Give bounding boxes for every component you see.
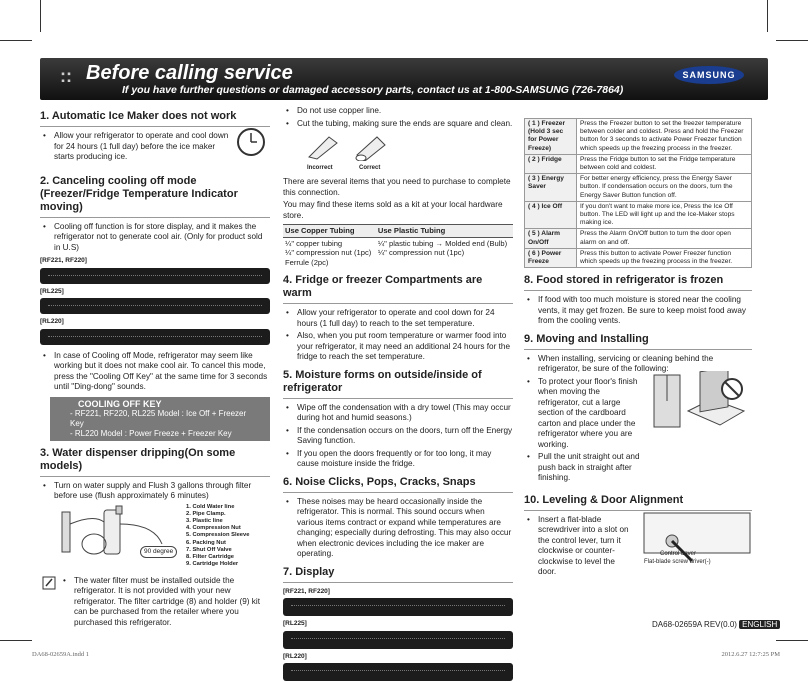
cooling-off-key-title: COOLING OFF KEY (78, 398, 162, 409)
tubing-table-cell: Ferrule (2pc) (285, 257, 329, 267)
section-10-bullet: • Insert a flat-blade screwdriver into a slot on the control lever, turn it clockwise or counter-clockwise to level the door. (524, 515, 634, 578)
parts-list-item: 7. Shut Off Valve (186, 546, 232, 553)
section-4-title: 4. Fridge or freezer Compartments are warm (283, 274, 483, 299)
incorrect-label: Incorrect (307, 165, 333, 171)
document-code-text: DA68-02659A REV(0.0) (652, 620, 737, 629)
section-1-title: 1. Automatic Ice Maker does not work (40, 110, 237, 122)
tubing-table (283, 224, 513, 268)
parts-list-item: 4. Compression Nut (186, 525, 241, 532)
moving-refrigerator-illustration (648, 371, 752, 445)
header-dots-icon: :: (60, 66, 72, 86)
section-3-bullet: • Turn on water supply and Flush 3 gallons through filter before use (flush approximately 6 minutes) (40, 481, 270, 502)
parts-list-item: 8. Filter Cartridge (186, 553, 234, 560)
parts-list-item: 5. Compression Sleeve (186, 532, 250, 539)
section-9-title: 9. Moving and Installing (524, 332, 649, 345)
table-row: ( 1 ) Freezer (Hold 3 sec for Power Freeze) Press the Freezer button to set the freezer temperature between colder and coldest. Press and hold the Freezer button for 3 seconds to activate Power Freezer function which speeds up the freezing process in the freezer. (525, 119, 752, 155)
crop-mark (776, 640, 808, 641)
parts-list-item: 1. Cold Water line (186, 503, 235, 510)
note-icon (42, 576, 56, 590)
control-panel-image (40, 268, 270, 284)
print-date: 2012.6.27 12:7:25 PM (721, 651, 780, 658)
section-10-title: 10. Leveling & Door Alignment (524, 493, 684, 506)
cooling-off-key-line: - RL220 Model : Power Freeze + Freezer Key (70, 428, 232, 438)
section-5-bullet: • If you open the doors frequently or for too long, it may cause moisture inside the fridge. (283, 449, 513, 470)
tubing-table-cell: ¼" compression nut (1pc) (285, 248, 372, 257)
parts-list-item: 2. Pipe Clamp. (186, 510, 226, 517)
model-label: [RF221, RF220] (40, 257, 87, 264)
crop-mark (776, 40, 808, 41)
control-lever-label: Control Lever (660, 550, 697, 557)
section-6-bullet: • These noises may be heard occasionally inside the refrigerator. This is normal. This sound occurs when various items contract or expand while temperatures are changing; especially during defrosting. This may also occur when electronic devices including the ice maker are operating. (283, 497, 513, 560)
model-label: [RL220] (283, 652, 307, 660)
table-row: ( 5 ) Alarm On/Off Press the Alarm On/Off button to turn the door open alarm on and off. (525, 229, 752, 248)
cooling-off-key-line: - RF221, RF220, RL225 Model : Ice Off + Freezer Key (70, 408, 247, 428)
parts-list (186, 504, 249, 569)
clock-icon (236, 127, 266, 157)
section-9-bullet: • To protect your floor's finish when moving the refrigerator, cut a large section of the cardboard carton and place under the refrigerator where you are working. (524, 377, 640, 451)
tubing-bullet: • Cut the tubing, making sure the ends are square and clean. (283, 119, 513, 130)
parts-list-item: 9. Cartridge Holder (186, 561, 239, 568)
section-8-title: 8. Food stored in refrigerator is frozen (524, 274, 724, 287)
print-slug (32, 651, 780, 658)
section-1-bullet: • Allow your refrigerator to operate and cool down for 24 hours (1 full day) before the ice maker starts producing ice. (40, 131, 230, 163)
section-7-title: 7. Display (283, 565, 335, 578)
section-6-title: 6. Noise Clicks, Pops, Cracks, Snaps (283, 475, 476, 488)
tubing-table-cell: ¼" compression nut (1pc) (377, 248, 465, 257)
correct-label: Correct (359, 165, 381, 171)
crop-mark (40, 0, 41, 32)
language-badge: ENGLISH (739, 620, 780, 629)
display-panel-image (283, 631, 513, 649)
tubing-table-header: Use Copper Tubing (283, 225, 376, 238)
kit-paragraph: You may find these items sold as a kit at your local hardware store. (283, 200, 503, 220)
tubing-table-cell: ¼" copper tubing (285, 238, 343, 248)
section-2-bullet-2: • In case of Cooling off Mode, refrigerator may seem like working but it does not make cool air. To cancel this mode, press the "Cooling Off Key" at the same time for 3 seconds until "Ding-dong" sounds. (40, 351, 270, 393)
control-panel-image (40, 298, 270, 314)
display-buttons-table (524, 118, 752, 268)
column-right (524, 118, 752, 580)
column-middle (283, 106, 513, 682)
parts-list-item: 6. Packing Nut (186, 539, 226, 546)
section-4-bullet: • Also, when you put room temperature or warmer food into your refrigerator, it may need an additional 24 hours for the fridge to reach the set temperature. (283, 331, 513, 363)
page-title: Before calling service (86, 62, 293, 84)
model-label: [RL220] (40, 318, 64, 325)
incorrect-cut-icon (305, 133, 341, 161)
display-panel-image (283, 598, 513, 616)
page-subtitle: If you have further questions or damaged accessory parts, contact us at 1-800-SAMSUNG (726-7864) (122, 84, 624, 96)
screwdriver-label: Flat-blade screw driver(-) (644, 558, 711, 565)
parts-list-item: 3. Plastic line (186, 517, 223, 524)
print-file-name: DA68-02659A.indd 1 (32, 651, 90, 658)
section-4-bullet: • Allow your refrigerator to operate and cool down for 24 hours (1 full day) to reach to the set temperature. (283, 308, 513, 329)
document-code (652, 620, 780, 629)
section-9-bullet: • Pull the unit straight out and push back in straight after finishing. (524, 452, 640, 484)
cooling-off-key-box (50, 397, 270, 441)
crop-mark (0, 40, 32, 41)
model-label: [RF221, RF220] (283, 587, 330, 595)
tubing-table-cell: ¼" plastic tubing → Molded end (Bulb) (377, 238, 508, 248)
table-row: ( 3 ) Energy Saver For better energy efficiency, press the Energy Saver button. If condensation occurs on the doors, turn the Energy Saver Button function off. (525, 174, 752, 202)
section-3-title: 3. Water dispenser dripping(On some models) (40, 446, 236, 472)
display-panel-image (283, 663, 513, 681)
model-label: [RL225] (40, 287, 64, 295)
tubing-cut-illustration (283, 131, 513, 173)
table-row: ( 6 ) Power Freeze Press this button to activate Power Freezer function which speeds up the freezing process in the freezer. (525, 248, 752, 267)
model-label: [RL225] (283, 620, 307, 627)
kit-paragraph: There are several items that you need to purchase to complete this connection. (283, 177, 511, 197)
section-2-bullet-1: • Cooling off function is for store display, and it makes the refrigerator not to generate cool air. (Only for product sold in U.S) (40, 222, 270, 254)
section-5-title: 5. Moisture forms on outside/inside of refrigerator (283, 368, 482, 394)
samsung-logo: SAMSUNG (674, 66, 744, 84)
note-text: • The water filter must be installed outside the refrigerator. It is not provided with your new refrigerator. The filter cartridge (8) and holder (9) kit can be purchased from the retailer where you purchased this refrigerator. (60, 576, 270, 629)
crop-mark (767, 0, 768, 32)
section-5-bullet: • Wipe off the condensation with a dry towel (This may occur during hot and humid seasons.) (283, 403, 513, 424)
degree-label: 90 degree (140, 546, 177, 559)
section-2-title: 2. Canceling cooling off mode (Freezer/Fridge Temperature Indicator moving) (40, 174, 238, 213)
page-header (40, 58, 768, 100)
crop-mark (0, 640, 32, 641)
water-filter-diagram (40, 504, 270, 570)
column-left (40, 104, 270, 630)
control-panel-image (40, 329, 270, 345)
section-9-bullet: • When installing, servicing or cleaning behind the refrigerator, be sure of the following: (524, 354, 752, 375)
table-row: ( 4 ) Ice Off If you don't want to make more ice, Press the Ice Off button. The LED will light up and the Ice-Maker stops making ice. (525, 201, 752, 229)
section-8-bullet: • If food with too much moisture is stored near the cooling vents, it may get frozen. Be sure to keep moist food away from the cooling vents. (524, 295, 752, 327)
tubing-bullet: • Do not use copper line. (283, 106, 513, 117)
tubing-table-header: Use Plastic Tubing (376, 225, 513, 238)
table-row: ( 2 ) Fridge Press the Fridge button to set the Fridge temperature between cold and coldest. (525, 154, 752, 173)
section-5-bullet: • If the condensation occurs on the doors, turn off the Energy Saving function. (283, 426, 513, 447)
correct-cut-icon (353, 133, 389, 161)
